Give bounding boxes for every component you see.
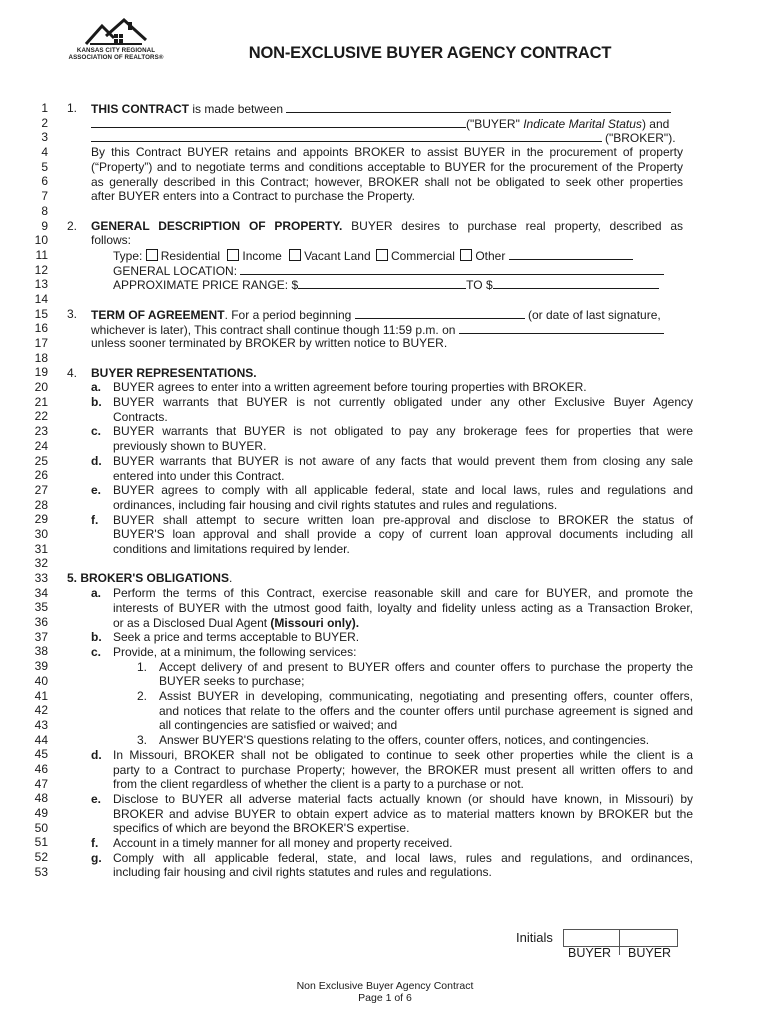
line-number: 17 [34, 336, 48, 350]
line-number: 18 [34, 350, 48, 365]
general-location-label: GENERAL LOCATION: [113, 263, 238, 278]
section-3-heading: TERM OF AGREEMENT [91, 307, 225, 322]
line-number: 51 [34, 835, 48, 850]
item-letter: f. [91, 512, 99, 527]
section-4-a: BUYER agrees to enter into a written agreement before touring properties with BROKER. [113, 380, 587, 395]
line-number: 30 [34, 526, 48, 541]
section-5-e-2: BROKER and advise BUYER to obtain expert advice as to material matters known by BROKER but the [113, 806, 693, 821]
item-letter: a. [91, 380, 102, 395]
item-letter: c. [91, 424, 102, 439]
section-4-c-2: previously shown to BUYER. [113, 439, 267, 454]
buyer-label-end: ) and [641, 116, 670, 131]
party-blank[interactable] [286, 101, 671, 113]
initials-divider [619, 929, 620, 955]
section-5-c-3: Answer BUYER'S questions relating to the offers, counter offers, notices, and contingencies. [159, 733, 650, 748]
line-number: 52 [34, 850, 48, 865]
section-5-heading: 5. BROKER'S OBLIGATIONS [67, 571, 229, 586]
section-1-number: 1. [67, 101, 78, 115]
line-number: 39 [34, 659, 48, 674]
section-1-line-5: (“Property”) and to negotiate terms and conditions acceptable to BUYER for the procurement of the Property [91, 159, 683, 174]
logo-text [66, 47, 166, 61]
property-type-row [113, 248, 633, 264]
missouri-only-note: (Missouri only). [270, 615, 360, 630]
section-5-f: Account in a timely manner for all money and property received. [113, 836, 453, 850]
other-checkbox[interactable] [460, 249, 472, 261]
houses-logo-icon [84, 18, 148, 46]
section-1-heading: THIS CONTRACT [91, 102, 189, 116]
line-number: 22 [34, 409, 48, 424]
section-3-line-3: unless sooner terminated by BROKER by written notice to BUYER. [91, 336, 448, 351]
item-letter: b. [91, 630, 102, 645]
section-5-c-2a: Assist BUYER in developing, communicating, negotiating and presenting offers, counter offers, [159, 689, 693, 703]
section-1-line-3 [91, 130, 676, 146]
section-4-e-1: BUYER agrees to comply with all applicable federal, state and local laws, rules and regulations and [113, 483, 693, 498]
section-5-e-3: specifics of which are beyond the BROKER'S expertise. [113, 821, 410, 836]
section-4-d-2: entered into under this Contract. [113, 468, 285, 483]
section-4-f-2: BUYER'S loan approval and shall provide a copy of current loan approval documents including all [113, 527, 693, 542]
item-letter: g. [91, 850, 102, 865]
price-to-label: TO $ [466, 278, 493, 293]
section-4-number: 4. [67, 365, 78, 380]
section-2-intro: BUYER desires to purchase real property, described as [351, 218, 683, 233]
line-number: 46 [34, 761, 48, 776]
line-number: 6 [41, 174, 48, 189]
section-5-g-2: including fair housing and civil rights statutes and rules and regulations. [113, 865, 492, 880]
line-number: 10 [34, 233, 48, 248]
residential-label: Residential [160, 249, 221, 263]
line-number: 32 [34, 556, 48, 571]
section-2-number: 2. [67, 218, 78, 233]
section-1-line-1 [91, 101, 671, 117]
item-letter: e. [91, 483, 102, 498]
income-checkbox[interactable] [227, 249, 239, 261]
line-number: 9 [41, 218, 48, 233]
line-number: 40 [34, 673, 48, 688]
initials-label: Initials [516, 930, 553, 945]
item-letter: e. [91, 791, 102, 806]
line-number: 3 [41, 130, 48, 145]
line-number: 35 [34, 600, 48, 615]
item-letter: a. [91, 586, 102, 601]
buyer-label-start: ("BUYER" [466, 116, 524, 131]
marital-status-note: Indicate Marital Status [523, 116, 642, 131]
section-2-line-2: follows: [91, 233, 132, 248]
line-number: 21 [34, 394, 48, 409]
item-letter: f. [91, 836, 99, 850]
line-number: 49 [34, 806, 48, 820]
line-number: 1 [41, 101, 48, 115]
section-1-intro: is made between [192, 102, 284, 116]
price-high-blank[interactable] [493, 277, 659, 289]
term-end-blank[interactable] [459, 322, 664, 334]
page-footer [0, 980, 770, 1004]
footer-page-number: Page 1 of 6 [358, 992, 412, 1004]
section-2-heading: GENERAL DESCRIPTION OF PROPERTY. [91, 218, 343, 233]
section-5-d-1: In Missouri, BROKER shall not be obligated to continue to seek other properties while the client is a [113, 747, 693, 762]
line-number: 41 [34, 688, 48, 703]
line-number: 25 [34, 453, 48, 468]
document-title: NON-EXCLUSIVE BUYER AGENCY CONTRACT [248, 44, 612, 62]
logo-line-2: ASSOCIATION OF REALTORS® [68, 54, 164, 61]
general-location-row [113, 263, 664, 279]
income-label: Income [242, 249, 282, 263]
line-number: 24 [34, 438, 48, 453]
line-number: 13 [34, 277, 48, 292]
general-location-blank[interactable] [240, 263, 664, 275]
section-5-c-1a: Accept delivery of and present to BUYER offers and counter offers to purchase the property the [159, 659, 693, 674]
line-number: 5 [41, 159, 48, 174]
broker-label: ("BROKER"). [605, 131, 676, 146]
section-3-number: 3. [67, 306, 78, 321]
term-start-note: (or date of last signature, [528, 307, 661, 322]
section-5-c-2c: all contingencies are satisfied or waived; and [159, 718, 398, 733]
section-1-line-6: as generally described in this Contract; however, BROKER shall not be obligated to seek other properties [91, 174, 683, 189]
section-5-c-2b: and notices that relate to the offers and the counter offers until purchase agreement is signed and [159, 703, 693, 718]
section-4-b-1: BUYER warrants that BUYER is not currently obligated under any other Exclusive Buyer Agency [113, 395, 693, 409]
section-3-line-2 [91, 322, 664, 338]
section-5-a-2: interests of BUYER with the utmost good faith, loyalty and fidelity unless acting as a Transaction Broker, [113, 600, 693, 615]
price-range-label: APPROXIMATE PRICE RANGE: $ [113, 278, 299, 293]
other-label: Other [475, 249, 506, 263]
initials-buyer-1-label: BUYER [568, 946, 612, 960]
type-label: Type: [113, 249, 143, 263]
logo-line-1: KANSAS CITY REGIONAL [76, 47, 156, 54]
section-4-c-1: BUYER warrants that BUYER is not obligated to pay any brokerage fees for properties that were [113, 424, 693, 439]
section-5-c-1b: BUYER seeks to purchase; [159, 674, 305, 689]
line-number: 7 [41, 189, 48, 204]
line-number: 28 [34, 497, 48, 512]
item-letter: d. [91, 453, 102, 468]
term-end-text: whichever is later), This contract shall continue though 11:59 p.m. on [91, 322, 456, 337]
broker-name-blank[interactable] [91, 130, 602, 142]
item-letter: c. [91, 644, 102, 659]
section-1-line-7: after BUYER enters into a Contract to purchase the Property. [91, 189, 415, 204]
line-number: 2 [41, 115, 48, 130]
initials-buyer-2-label: BUYER [628, 946, 672, 960]
line-number: 43 [34, 717, 48, 732]
section-5-c: Provide, at a minimum, the following services: [113, 644, 357, 659]
section-5-heading-dot: . [228, 571, 233, 586]
item-number: 3. [137, 733, 148, 748]
line-number: 33 [34, 571, 48, 585]
line-number: 53 [34, 864, 48, 879]
item-letter: d. [91, 747, 102, 762]
line-number: 48 [34, 791, 48, 806]
line-number: 19 [34, 365, 48, 380]
line-number: 20 [34, 380, 48, 395]
initials-field[interactable] [563, 929, 678, 947]
line-number: 12 [34, 262, 48, 277]
section-1-line-2 [91, 116, 669, 132]
buyer-name-blank[interactable] [91, 116, 466, 128]
footer-document-name: Non Exclusive Buyer Agency Contract [296, 980, 474, 992]
commercial-checkbox[interactable] [376, 249, 388, 261]
term-start-text: . For a period beginning [224, 307, 352, 322]
section-5-heading-row [67, 571, 232, 586]
section-5-a-1: Perform the terms of this Contract, exercise reasonable skill and care for BUYER, and promote the [113, 586, 693, 601]
section-5-b: Seek a price and terms acceptable to BUYER. [113, 630, 360, 645]
section-3-line-1 [91, 307, 661, 323]
commercial-label: Commercial [390, 249, 455, 263]
item-number: 2. [137, 689, 148, 703]
line-number: 11 [35, 247, 48, 262]
line-number: 44 [34, 732, 48, 747]
vacant-land-label: Vacant Land [304, 249, 371, 263]
section-4-d-1: BUYER warrants that BUYER is not aware of any facts that would prevent them from closing any sale [113, 453, 693, 468]
section-1-line-4: By this Contract BUYER retains and appoints BROKER to assist BUYER in the procurement of property [91, 145, 683, 160]
line-number-column [20, 101, 48, 879]
other-blank[interactable] [509, 248, 633, 260]
line-number: 31 [34, 541, 48, 556]
vacant-land-checkbox[interactable] [289, 249, 301, 261]
section-4-f-3: conditions and limitations required by lender. [113, 542, 350, 556]
section-5-g-1: Comply with all applicable federal, state, and local laws, rules and regulations, and ordinances, [113, 850, 693, 865]
section-5-d-2: party to a Contract to purchase Property; however, the BROKER must present all written offers to and [113, 762, 693, 777]
section-4-b-2: Contracts. [113, 409, 168, 424]
line-number: 14 [34, 291, 48, 306]
section-4-heading: BUYER REPRESENTATIONS. [91, 365, 257, 380]
section-4-e-2: ordinances, including fair housing and civil rights statutes and rules and regulations. [113, 497, 558, 512]
line-number: 15 [34, 306, 48, 321]
price-low-blank[interactable] [298, 277, 466, 289]
section-2-line-1 [91, 219, 683, 234]
line-number: 38 [34, 644, 48, 659]
line-number: 16 [34, 321, 48, 336]
line-number: 8 [41, 203, 48, 218]
item-letter: b. [91, 395, 102, 409]
line-number: 47 [34, 776, 48, 791]
price-range-row [113, 277, 659, 293]
item-number: 1. [137, 659, 148, 674]
term-start-blank[interactable] [355, 307, 525, 319]
line-number: 23 [34, 424, 48, 439]
section-5-a-3-text: or as a Disclosed Dual Agent [113, 615, 271, 630]
realtors-logo [66, 18, 166, 70]
section-5-a-3 [113, 616, 359, 631]
line-number: 27 [34, 482, 48, 497]
line-number: 26 [34, 468, 48, 483]
line-number: 34 [34, 585, 48, 600]
line-number: 36 [34, 615, 48, 630]
line-number: 50 [34, 820, 48, 835]
line-number: 42 [34, 703, 48, 718]
line-number: 37 [34, 629, 48, 644]
section-5-e-1: Disclose to BUYER all adverse material facts actually known (or should have known, in Missouri) by [113, 791, 693, 806]
line-number: 45 [34, 747, 48, 762]
residential-checkbox[interactable] [146, 249, 158, 261]
line-number: 29 [34, 512, 48, 527]
section-4-f-1: BUYER shall attempt to secure written loan pre-approval and disclose to BROKER the status of [113, 512, 693, 527]
section-5-d-3: from the client regardless of whether the client is a party to a purchase or not. [113, 777, 524, 792]
line-number: 4 [41, 145, 48, 160]
